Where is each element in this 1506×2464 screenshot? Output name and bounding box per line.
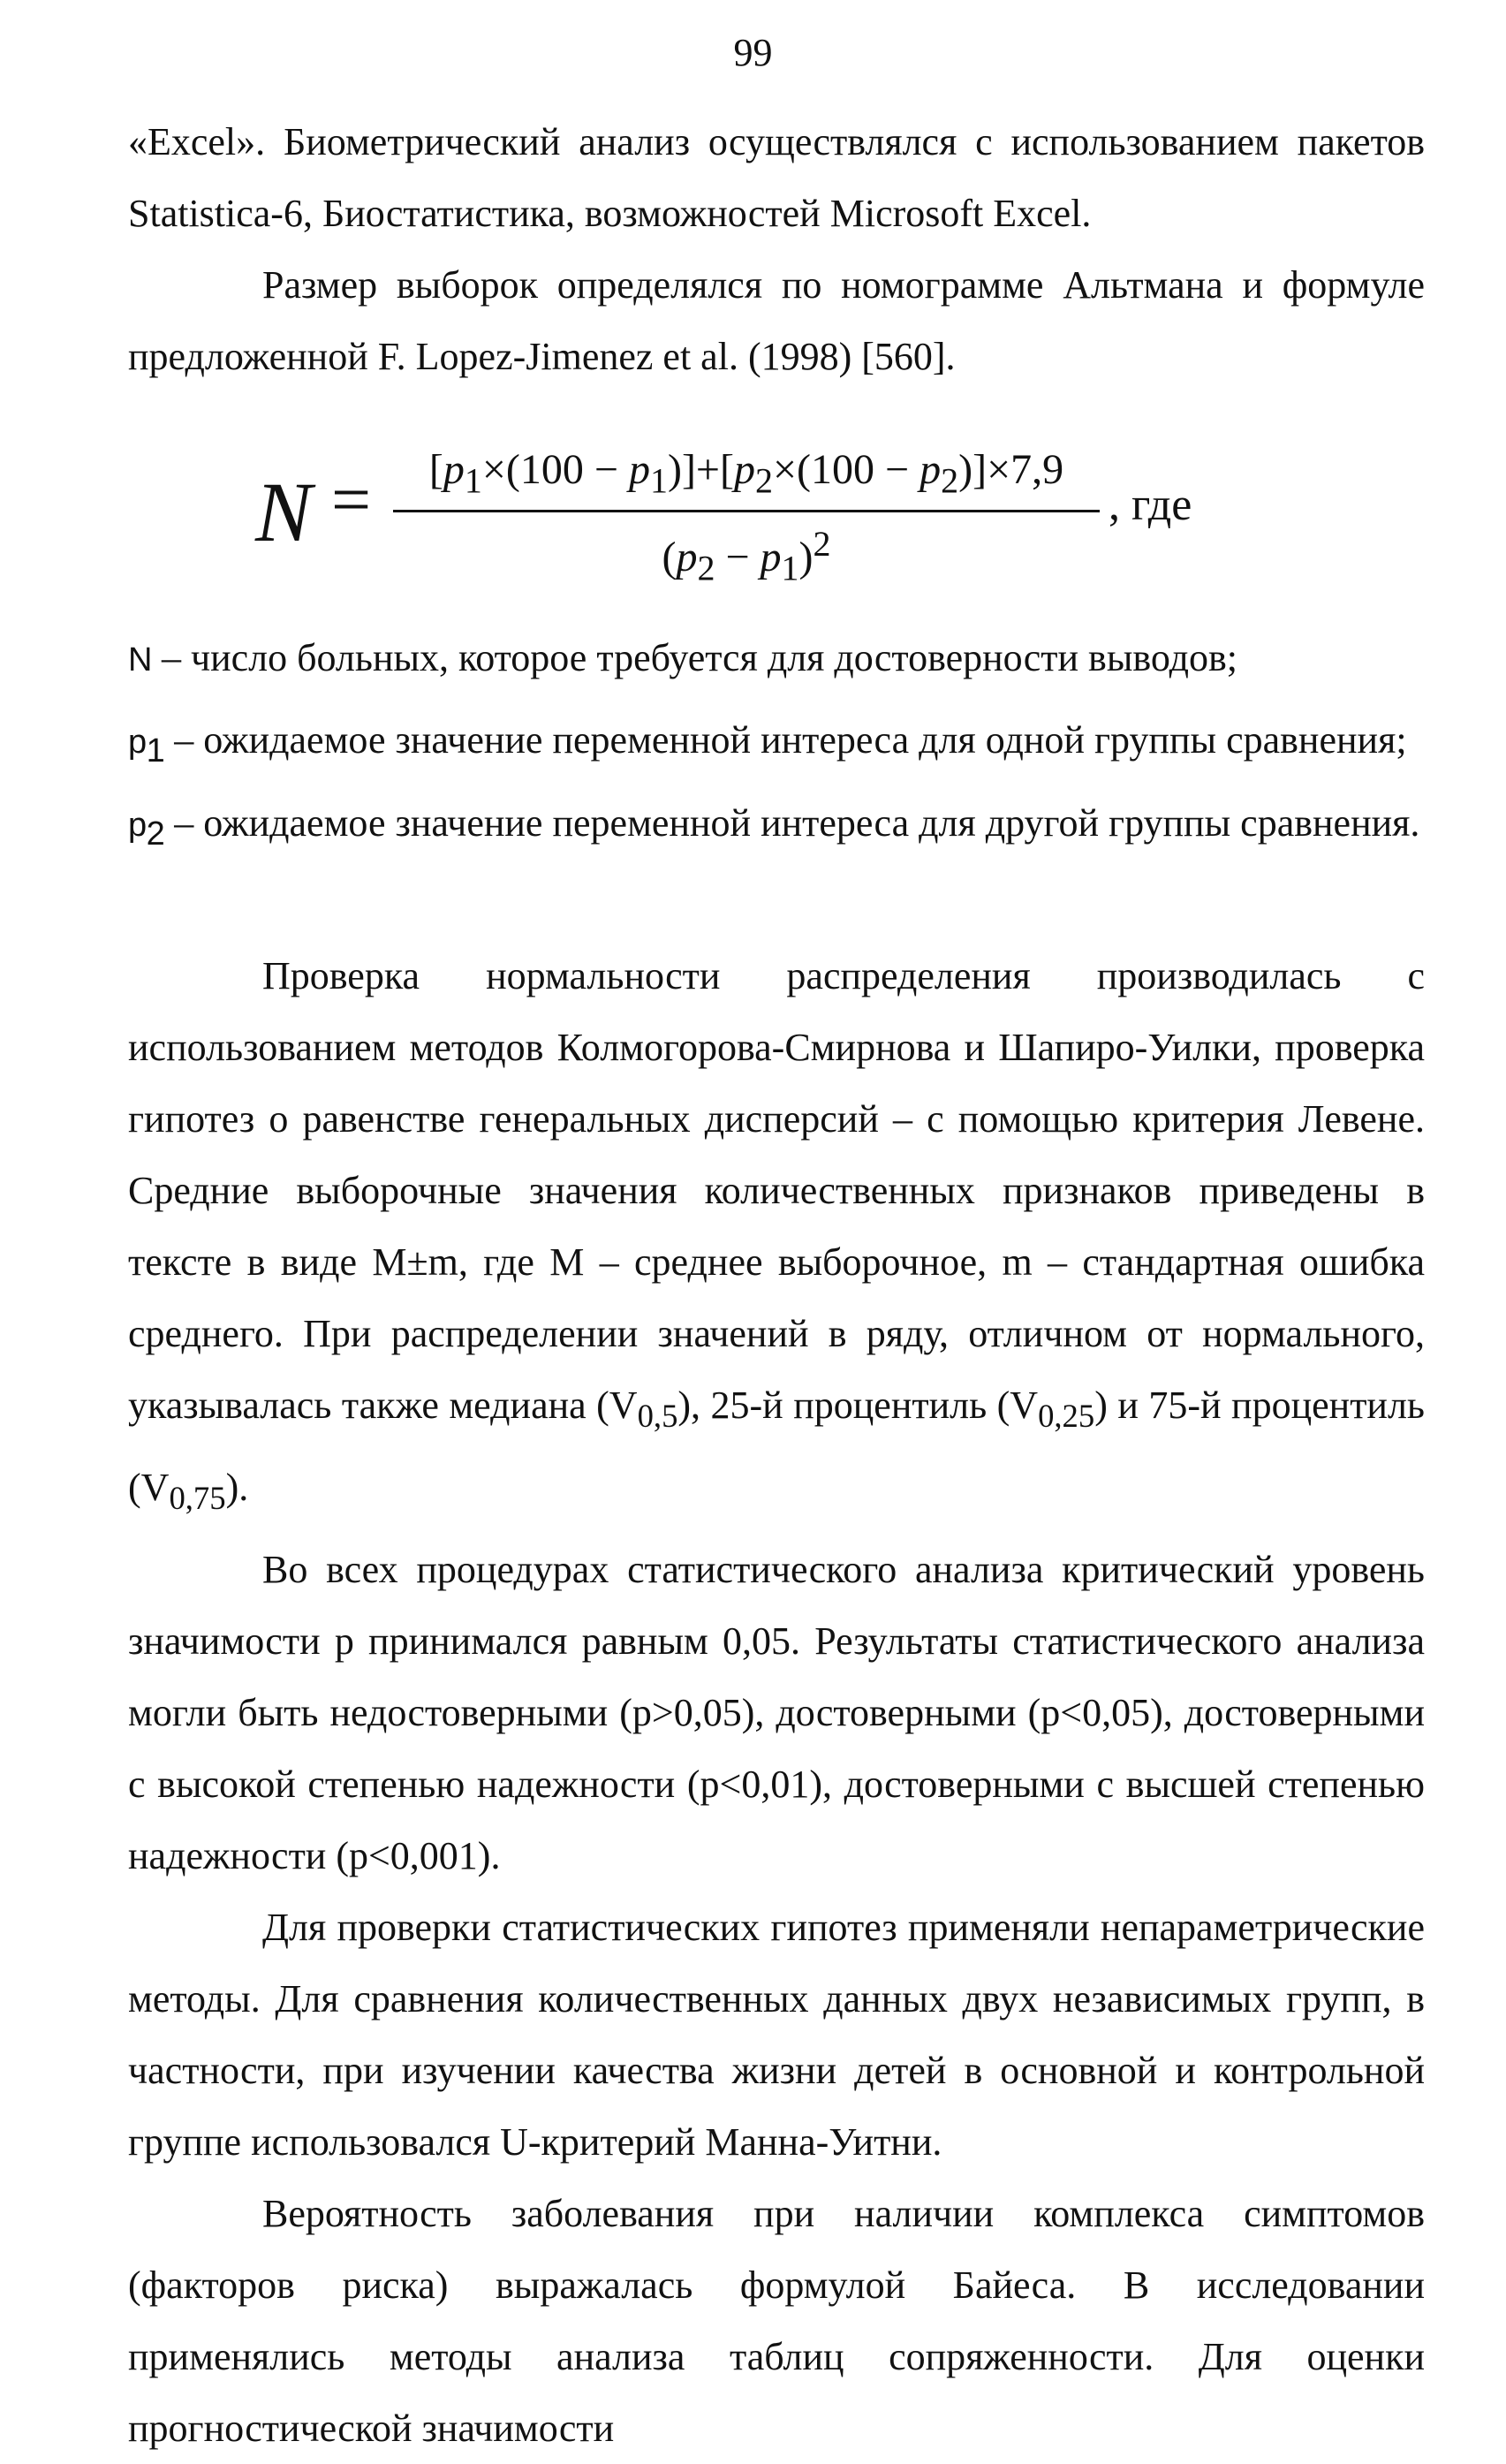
formula-fraction	[393, 444, 1100, 595]
paragraph-software: «Excel». Биометрический анализ осуществлялся с использованием пакетов Statistica-6, Биостатистика, возможностей Microsoft Excel.	[128, 120, 1425, 235]
paragraph-significance: Во всех процедурах статистического анализа критический уровень значимости p принимался равным 0,05. Результаты статистического анализа могли быть недостоверными (p>0,05), достоверными (p<0,05), достоверными с высокой степенью надежности (p<0,01), достоверными с высшей степенью надежности (p<0,001).	[128, 1547, 1425, 1877]
paragraph-nonparametric: Для проверки статистических гипотез применяли непараметрические методы. Для сравнения количественных данных двух независимых групп, в частности, при изучении качества жизни детей в основной и контрольной группе использовался U-критерий Манна-Уитни.	[128, 1905, 1425, 2164]
paragraph-bayes: Вероятность заболевания при наличии комплекса симптомов (факторов риска) выражалась формулой Байеса. В исследовании применялись методы анализа таблиц сопряженности. Для оценки прогностической значимости	[128, 2191, 1425, 2450]
formula-denominator: $(p_2 - p_1)^2$	[662, 523, 831, 588]
formula-numerator: $[p_1\times(100 - p_1)]+[p_2\times(100 - p_2)]\times 7,9$	[428, 446, 1064, 501]
definition-p2: $p_2$ – ожидаемое значение переменной интереса для другой группы сравнения.	[128, 800, 1420, 853]
paragraph-sample-size: Размер выборок определялся по номограмме Альтмана и формуле предложенной F. Lopez-Jimenez et al. (1998) [560].	[128, 263, 1425, 378]
fraction-bar	[393, 510, 1100, 512]
page-number: 99	[733, 31, 773, 74]
paragraph-normality: Проверка нормальности распределения производилась с использованием методов Колмогорова-Смирнова и Шапиро-Уилки, проверка гипотез о равенстве генеральных дисперсий – с помощью критерия Левене. Средние выборочные значения количественных признаков приведены в тексте в виде M±m, где М – среднее выборочное, m – стандартная ошибка среднего. При распределении значений в ряду, отличном от нормального, указывалась также медиана $(V_{0,5})$, 25-й процентиль $(V_{0,25})$ и 75-й процентиль $(V_{0,75})$.	[128, 954, 1425, 1516]
formula-lhs: N	[255, 465, 313, 559]
sample-size-formula	[128, 428, 1425, 622]
section-gap	[128, 869, 1425, 940]
page-content	[128, 106, 1425, 2464]
formula-tail: , где	[1109, 480, 1192, 530]
definition-p1: $p_1$ – ожидаемое значение переменной интереса для одной группы сравнения;	[128, 717, 1407, 770]
formula-definitions	[128, 622, 1425, 869]
definition-n: N – число больных, которое требуется для достоверности выводов;	[128, 636, 1237, 679]
formula-equals: =	[331, 461, 372, 539]
